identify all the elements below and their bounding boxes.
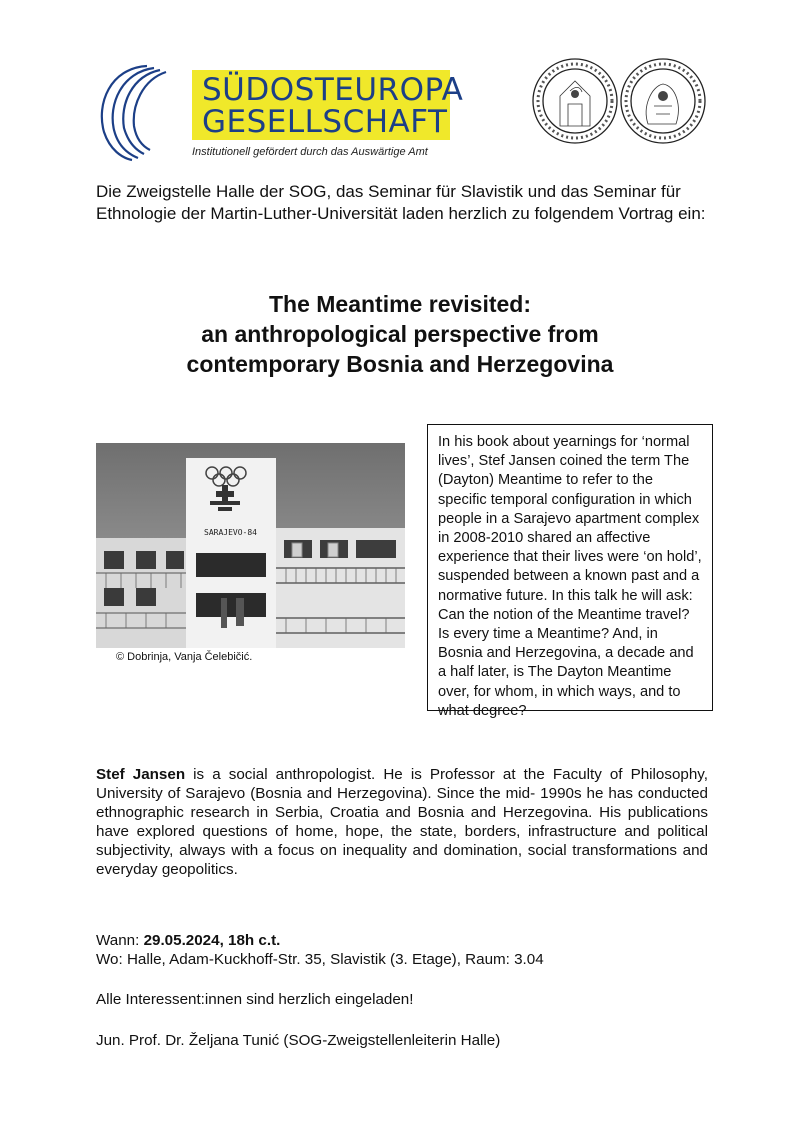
intro-text: Die Zweigstelle Halle der SOG, das Seminar für Slavistik und das Seminar für Ethnologie der Martin-Luther-Universität laden herzlich zu folgendem Vortrag ein:: [96, 182, 706, 223]
logo-subtitle: Institutionell gefördert durch das Auswärtige Amt: [192, 146, 428, 158]
title-line-1: The Meantime revisited:: [268, 291, 532, 317]
lecture-title: [60, 289, 740, 379]
event-where: Wo: Halle, Adam-Kuckhoff-Str. 35, Slavistik (3. Etage), Raum: 3.04: [96, 951, 544, 968]
sog-logo: [92, 54, 464, 164]
building-photo: [96, 443, 405, 648]
speaker-name: Stef Jansen: [96, 766, 186, 783]
logo-line2: GESELLSCHAFT: [202, 104, 448, 140]
speaker-bio: [96, 765, 708, 879]
when-label: Wann:: [96, 932, 144, 949]
abstract-box: In his book about yearnings for ‘normal lives’, Stef Jansen coined the term The (Dayton) Meantime to refer to the specific temporal configuration in which people in a Sarajevo apartment complex in 2008-2010 shared an affective experience that their lives were ‘on hold’, suspended between a known past and a normative future. In this talk he will ask: Can the notion of the Meantime travel? Is every time a Meantime? And, in Bosnia and Herzegovina, a decade and a half later, is The Dayton Meantime over, for whom, in which ways, and to what degree?: [427, 424, 713, 711]
title-line-3: contemporary Bosnia and Herzegovina: [186, 351, 614, 377]
university-seals-icon: [530, 56, 710, 146]
sign-text: SARAJEVO-84: [204, 528, 257, 537]
title-line-2: an anthropological perspective from: [201, 321, 599, 347]
logo-line1: SÜDOSTEUROPA: [202, 72, 464, 108]
invitation-text: Alle Interessent:innen sind herzlich eingeladen!: [96, 991, 414, 1008]
organizer-signature: Jun. Prof. Dr. Željana Tunić (SOG-Zweigstellenleiterin Halle): [96, 1032, 501, 1049]
event-when: [96, 931, 716, 950]
when-value: 29.05.2024, 18h c.t.: [143, 932, 281, 949]
bio-text: is a social anthropologist. He is Professor at the Faculty of Philosophy, University of Sarajevo (Bosnia and Herzegovina). Since the mid- 1990s he has conducted ethnographic research in Serbia, Croatia and Bosnia and Herzegovina. His publications have explored questions of home, hope, the state, borders, infrastructure and political subjectivity, always with a focus on inequality and domination, social transformations and everyday geopolitics.: [96, 766, 708, 878]
photo-caption: © Dobrinja, Vanja Čelebičić.: [116, 651, 253, 663]
